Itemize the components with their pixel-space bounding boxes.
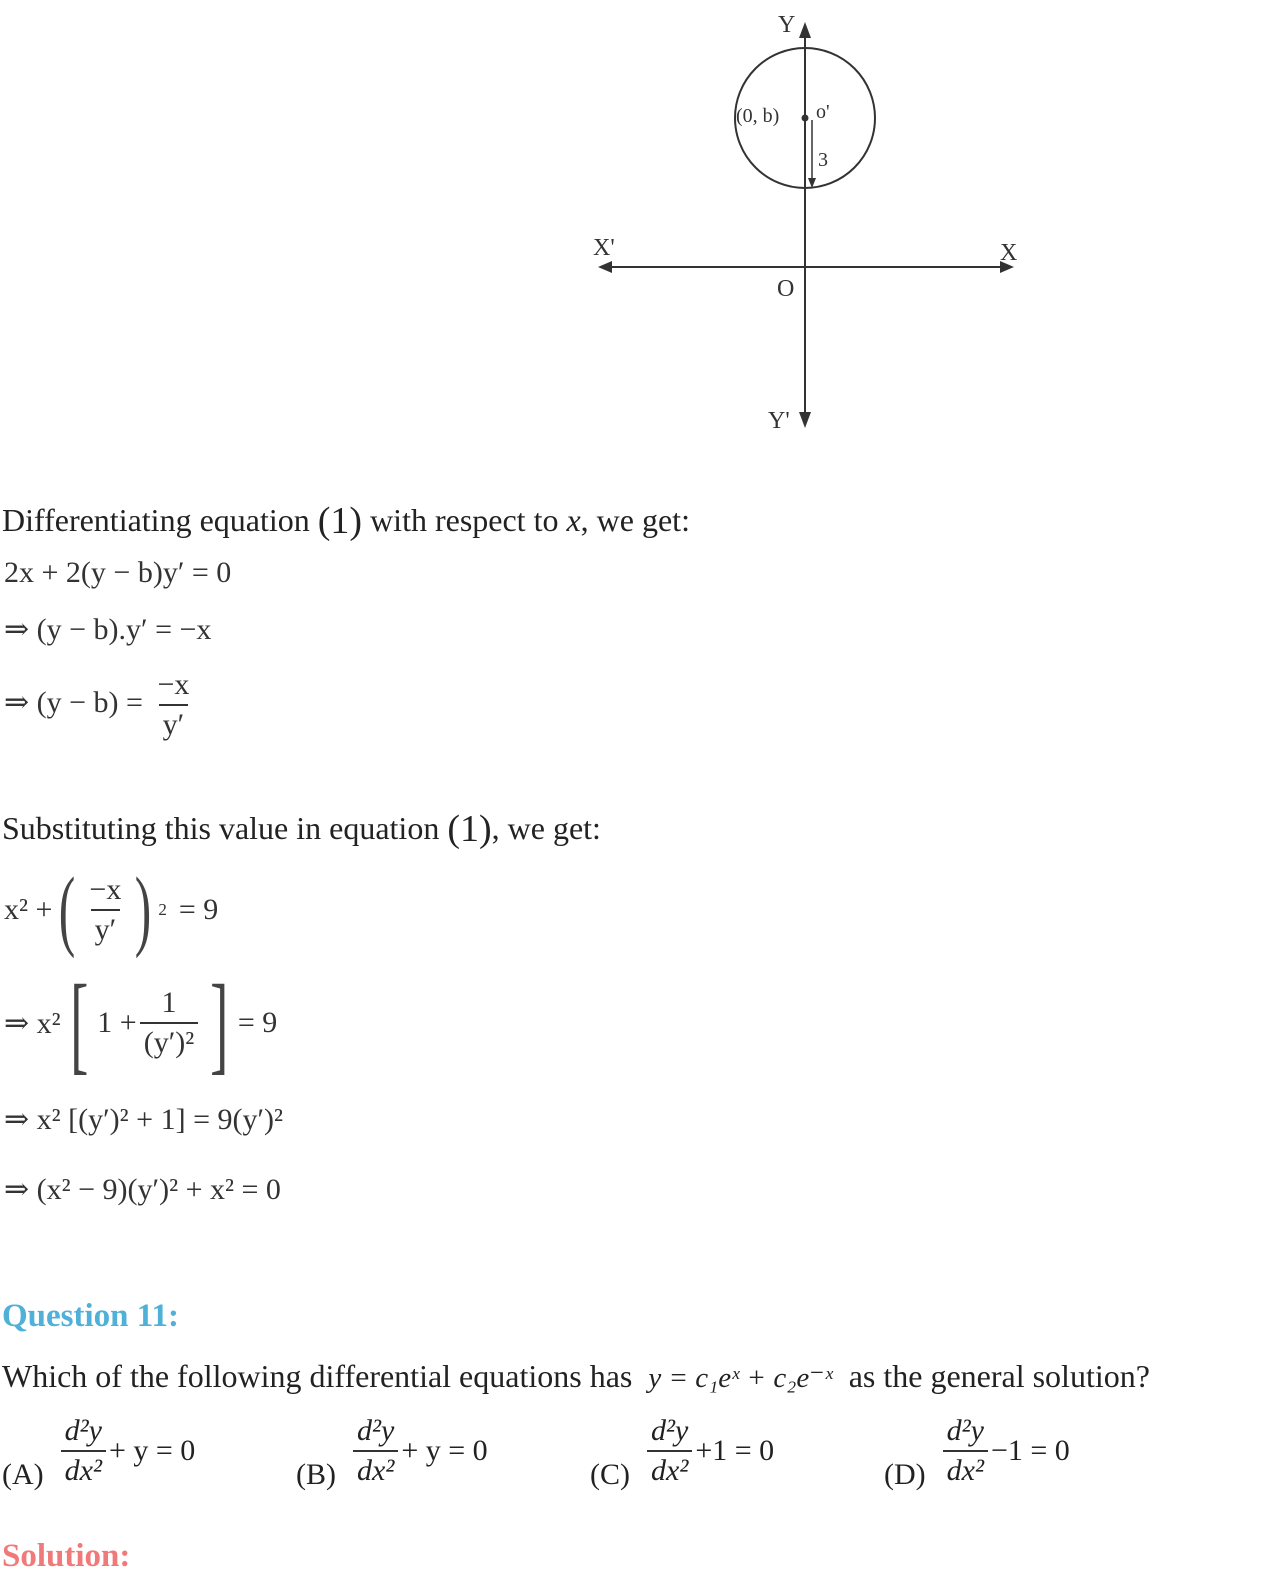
- step2-eq1-lhs: x² +: [4, 892, 53, 926]
- step2-eq1-fraction: [85, 873, 125, 947]
- step1-text-before: Differentiating equation: [2, 502, 310, 538]
- step2-eq2-lbracket: [: [69, 962, 89, 1084]
- option-d-den: dx²: [943, 1450, 988, 1488]
- step1-eq2: ⇒ (y − b).y′ = −x: [4, 613, 212, 646]
- option-c-fraction: [647, 1414, 692, 1488]
- step1-eq3-den: y′: [159, 704, 189, 742]
- option-c-rest: +1 = 0: [695, 1434, 775, 1467]
- step1-ref: (1): [317, 500, 363, 542]
- step2-text-before: Substituting this value in equation: [2, 810, 440, 846]
- step1-eq1: 2x + 2(y − b)y′ = 0: [4, 556, 232, 589]
- option-a-den: dx²: [61, 1450, 106, 1488]
- step2-eq1-num: −x: [89, 872, 122, 906]
- center-point: [802, 115, 809, 122]
- step2-eq4: ⇒ (x² − 9)(y′)² + x² = 0: [4, 1173, 281, 1206]
- step1-intro: [2, 500, 690, 541]
- option-b-num: d²y: [357, 1414, 395, 1447]
- label-origin: O: [777, 276, 795, 302]
- step1-text-after: , we get:: [580, 502, 690, 538]
- option-b[interactable]: [296, 1410, 488, 1492]
- step2-eq1-den: y′: [91, 909, 121, 947]
- option-b-rest: + y = 0: [401, 1434, 488, 1467]
- step1-eq3-lhs: ⇒ (y − b) =: [4, 685, 143, 719]
- option-b-fraction: [353, 1414, 398, 1488]
- step2-eq2-inner: 1 +: [97, 1006, 137, 1039]
- step2-eq2-lhs: ⇒ x²: [4, 1006, 61, 1040]
- option-d[interactable]: [884, 1410, 1070, 1492]
- step1-eq3: [4, 668, 196, 742]
- label-x: X: [1000, 240, 1018, 266]
- step2-text-after: , we get:: [491, 810, 601, 846]
- option-a-num: d²y: [64, 1414, 102, 1447]
- option-a-rest: + y = 0: [108, 1434, 196, 1467]
- x-axis-arrow-left: [598, 261, 612, 273]
- option-c[interactable]: [590, 1410, 774, 1492]
- step1-eq3-fraction: [153, 668, 193, 742]
- question-text-before: Which of the following differential equations has: [2, 1358, 633, 1394]
- option-a-label: (A): [2, 1458, 44, 1491]
- step2-eq2-num: 1: [161, 986, 177, 1019]
- question-solution-expr: y = c₁eˣ + c₂e⁻ˣ: [648, 1362, 833, 1394]
- y-axis-arrow-down: [799, 412, 811, 428]
- option-a-fraction: [61, 1414, 106, 1488]
- step2-ref: (1): [447, 808, 492, 850]
- step2-eq2: [4, 962, 278, 1084]
- step2-eq2-rbracket: ]: [210, 962, 229, 1084]
- step2-eq1-rparen: ): [135, 860, 152, 959]
- step2-eq1-rhs: = 9: [178, 892, 219, 926]
- label-y: Y: [778, 12, 796, 38]
- option-b-den: dx²: [353, 1450, 398, 1488]
- question-title: Question 11:: [2, 1298, 179, 1334]
- label-radius: 3: [818, 149, 828, 171]
- step2-eq2-fraction: [140, 986, 199, 1060]
- step1-eq3-num: −x: [157, 668, 190, 701]
- label-x-neg: X': [593, 235, 615, 261]
- coordinate-diagram-svg: [590, 10, 1030, 440]
- step2-eq2-rhs: = 9: [237, 1006, 278, 1039]
- option-c-den: dx²: [647, 1450, 692, 1488]
- question-text-after: as the general solution?: [848, 1358, 1150, 1394]
- option-d-label: (D): [884, 1458, 926, 1491]
- y-axis-arrow-up: [799, 22, 811, 38]
- option-b-label: (B): [296, 1458, 336, 1491]
- option-d-rest: −1 = 0: [990, 1434, 1070, 1467]
- label-y-neg: Y': [768, 408, 790, 434]
- question-text: [2, 1356, 1150, 1398]
- step2-intro: [2, 808, 601, 849]
- option-d-fraction: [943, 1414, 988, 1488]
- option-a[interactable]: [2, 1410, 195, 1492]
- step2-eq2-den: (y′)²: [140, 1022, 199, 1060]
- step2-eq1: x² + ( $\frac{-x}{y'}$ ) 2 = 9: [4, 860, 219, 959]
- solution-title: Solution:: [2, 1538, 131, 1574]
- step1-text-middle: with respect to: [370, 502, 559, 538]
- step2-eq1-lparen: (: [59, 860, 76, 959]
- label-center-point: (0, b): [736, 105, 780, 127]
- step1-var: x: [566, 502, 581, 538]
- circle-diagram: [590, 10, 1030, 440]
- label-center-name: o': [816, 101, 830, 123]
- option-c-num: d²y: [651, 1414, 689, 1447]
- option-c-label: (C): [590, 1458, 630, 1491]
- step2-eq3: ⇒ x² [(y′)² + 1] = 9(y′)²: [4, 1103, 284, 1136]
- option-d-num: d²y: [946, 1414, 984, 1447]
